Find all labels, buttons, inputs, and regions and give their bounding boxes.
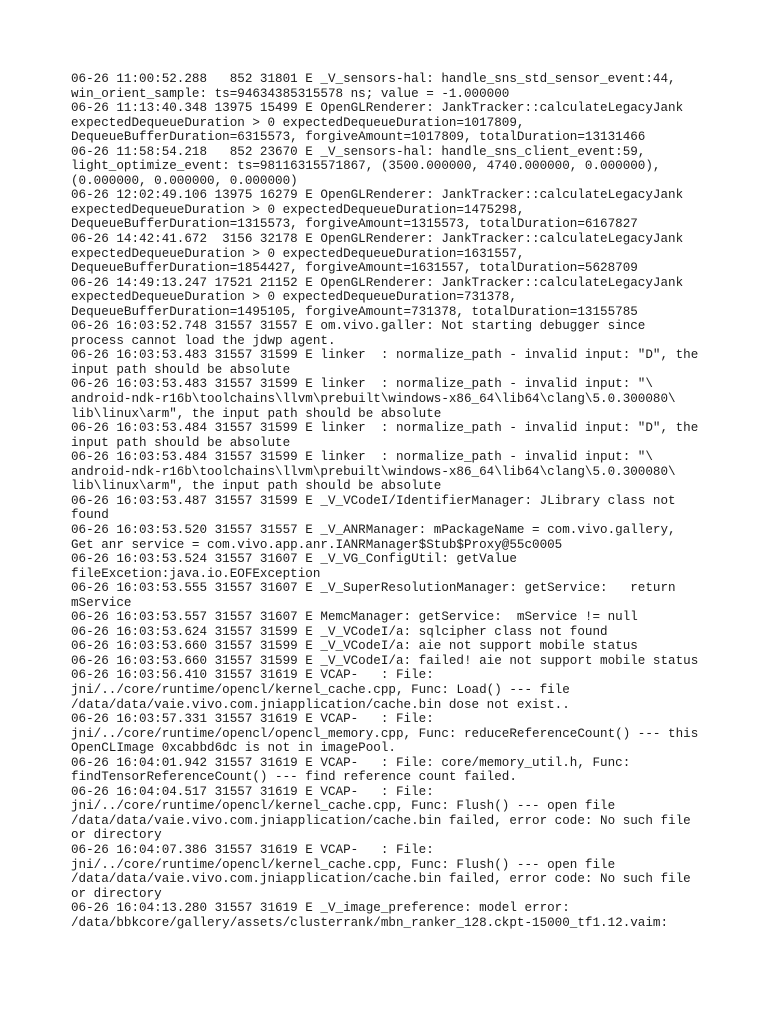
log-line: 06-26 16:03:53.555 31557 31607 E _V_SuperResolutionManager: getService: return	[71, 581, 676, 596]
log-line: android-ndk-r16b\toolchains\llvm\prebuilt\windows-x86_64\lib64\clang\5.0.300080\	[71, 392, 676, 407]
log-line: 06-26 16:03:53.624 31557 31599 E _V_VCodeI/a: sqlcipher class not found	[71, 624, 608, 639]
log-line: 06-26 16:03:52.748 31557 31557 E om.vivo.galler: Not starting debugger since	[71, 319, 646, 334]
log-line: DequeueBufferDuration=6315573, forgiveAmount=1017809, totalDuration=13131466	[71, 130, 646, 145]
log-line: DequeueBufferDuration=1854427, forgiveAmount=1631557, totalDuration=5628709	[71, 261, 638, 276]
log-line: jni/../core/runtime/opencl/opencl_memory.cpp, Func: reduceReferenceCount() --- this	[71, 726, 699, 741]
log-line: /data/data/vaie.vivo.com.jniapplication/cache.bin dose not exist..	[71, 697, 570, 712]
log-line: 06-26 16:03:53.483 31557 31599 E linker : normalize_path - invalid input: "\	[71, 377, 653, 392]
log-line: android-ndk-r16b\toolchains\llvm\prebuilt\windows-x86_64\lib64\clang\5.0.300080\	[71, 464, 676, 479]
log-line: 06-26 12:02:49.106 13975 16279 E OpenGLRenderer: JankTracker::calculateLegacyJank	[71, 188, 684, 203]
log-line: 06-26 16:03:53.484 31557 31599 E linker : normalize_path - invalid input: "D", the	[71, 421, 699, 436]
log-line: found	[71, 508, 109, 523]
log-line: 06-26 14:42:41.672 3156 32178 E OpenGLRenderer: JankTracker::calculateLegacyJank	[71, 232, 684, 247]
log-line: expectedDequeueDuration > 0 expectedDequeueDuration=1475298,	[71, 202, 525, 217]
log-line: win_orient_sample: ts=94634385315578 ns; value = -1.000000	[71, 86, 510, 101]
log-line: findTensorReferenceCount() --- find reference count failed.	[71, 770, 517, 785]
log-line: /data/data/vaie.vivo.com.jniapplication/cache.bin failed, error code: No such file	[71, 813, 691, 828]
log-line: 06-26 16:04:01.942 31557 31619 E VCAP- : File: core/memory_util.h, Func:	[71, 755, 631, 770]
log-line: expectedDequeueDuration > 0 expectedDequeueDuration=1017809,	[71, 115, 525, 130]
log-line: expectedDequeueDuration > 0 expectedDequeueDuration=731378,	[71, 290, 517, 305]
log-line: OpenCLImage 0xcabbd6dc is not in imagePool.	[71, 741, 396, 756]
log-line: (0.000000, 0.000000, 0.000000)	[71, 173, 298, 188]
log-line: /data/bbkcore/gallery/assets/clusterrank/mbn_ranker_128.ckpt-15000_tf1.12.vaim:	[71, 915, 669, 930]
log-line: 06-26 16:03:57.331 31557 31619 E VCAP- : File:	[71, 712, 434, 727]
log-line: 06-26 11:00:52.288 852 31801 E _V_sensors-hal: handle_sns_std_sensor_event:44,	[71, 72, 676, 86]
log-line: or directory	[71, 828, 162, 843]
log-line: 06-26 14:49:13.247 17521 21152 E OpenGLRenderer: JankTracker::calculateLegacyJank	[71, 275, 684, 290]
log-line: process cannot load the jdwp agent.	[71, 333, 336, 348]
log-line: 06-26 11:13:40.348 13975 15499 E OpenGLRenderer: JankTracker::calculateLegacyJank	[71, 101, 684, 116]
log-line: mService	[71, 595, 132, 610]
log-line: fileExcetion:java.io.EOFException	[71, 566, 321, 581]
log-line: 06-26 16:03:53.483 31557 31599 E linker : normalize_path - invalid input: "D", the	[71, 348, 699, 363]
log-line: jni/../core/runtime/opencl/kernel_cache.cpp, Func: Flush() --- open file	[71, 799, 616, 814]
log-line: 06-26 16:03:53.484 31557 31599 E linker : normalize_path - invalid input: "\	[71, 450, 653, 465]
log-line: lib\linux\arm", the input path should be absolute	[71, 406, 442, 421]
log-line: 06-26 16:03:53.487 31557 31599 E _V_VCodeI/IdentifierManager: JLibrary class not	[71, 493, 676, 508]
log-line: 06-26 16:03:53.520 31557 31557 E _V_ANRManager: mPackageName = com.vivo.gallery,	[71, 522, 676, 537]
log-line: 06-26 16:04:13.280 31557 31619 E _V_image_preference: model error:	[71, 901, 570, 916]
log-line: /data/data/vaie.vivo.com.jniapplication/cache.bin failed, error code: No such file	[71, 872, 691, 887]
log-line: 06-26 16:03:53.557 31557 31607 E MemcManager: getService: mService != null	[71, 610, 638, 625]
log-document	[71, 72, 711, 930]
log-line: 06-26 16:04:04.517 31557 31619 E VCAP- : File:	[71, 784, 434, 799]
log-line: light_optimize_event: ts=98116315571867, (3500.000000, 4740.000000, 0.000000),	[71, 159, 661, 174]
log-line: 06-26 16:03:53.660 31557 31599 E _V_VCodeI/a: failed! aie not support mobile status	[71, 653, 699, 668]
log-line: input path should be absolute	[71, 435, 291, 450]
log-line: lib\linux\arm", the input path should be absolute	[71, 479, 442, 494]
log-line: 06-26 11:58:54.218 852 23670 E _V_sensors-hal: handle_sns_client_event:59,	[71, 144, 646, 159]
log-line: 06-26 16:03:56.410 31557 31619 E VCAP- : File:	[71, 668, 434, 683]
log-line: expectedDequeueDuration > 0 expectedDequeueDuration=1631557,	[71, 246, 525, 261]
log-line: 06-26 16:03:53.524 31557 31607 E _V_VG_ConfigUtil: getValue	[71, 552, 517, 567]
log-line: DequeueBufferDuration=1495105, forgiveAmount=731378, totalDuration=13155785	[71, 304, 638, 319]
log-line: 06-26 16:03:53.660 31557 31599 E _V_VCodeI/a: aie not support mobile status	[71, 639, 638, 654]
log-line: 06-26 16:04:07.386 31557 31619 E VCAP- : File:	[71, 842, 434, 857]
log-line: jni/../core/runtime/opencl/kernel_cache.cpp, Func: Load() --- file	[71, 682, 570, 697]
log-line: input path should be absolute	[71, 362, 291, 377]
log-line: DequeueBufferDuration=1315573, forgiveAmount=1315573, totalDuration=6167827	[71, 217, 638, 232]
log-line: or directory	[71, 886, 162, 901]
log-line: Get anr service = com.vivo.app.anr.IANRManager$Stub$Proxy@55c0005	[71, 537, 563, 552]
log-line: jni/../core/runtime/opencl/kernel_cache.cpp, Func: Flush() --- open file	[71, 857, 616, 872]
